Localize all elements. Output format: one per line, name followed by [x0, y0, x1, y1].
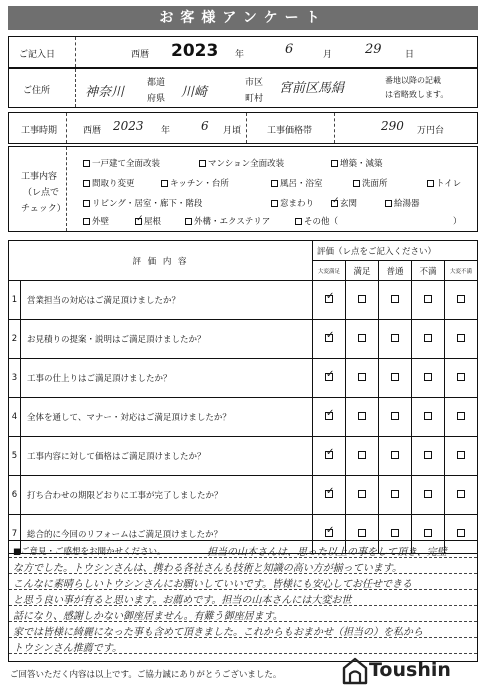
address-town: 宮前区馬絹	[279, 81, 345, 96]
rating-checkbox-checked[interactable]	[325, 529, 333, 537]
page-title: お客様アンケート	[8, 6, 478, 30]
address-row	[8, 68, 478, 108]
question-text: 工事内容に対して価格はご満足頂けましたか？	[21, 437, 313, 476]
rating-checkbox[interactable]	[358, 490, 366, 498]
col-dissatisfied: 不満	[412, 261, 445, 281]
work-type-checkbox[interactable]	[427, 180, 434, 187]
rating-cell	[445, 281, 478, 320]
work-type-option[interactable]: その他（	[295, 215, 338, 227]
address-city-suffix-2: 町村	[245, 94, 264, 104]
work-period-month: 6	[201, 119, 209, 133]
rating-cell	[445, 437, 478, 476]
rating-cell	[445, 359, 478, 398]
question-number: 1	[9, 281, 21, 320]
address-city-suffix-1: 市区	[245, 78, 264, 88]
rating-cell	[412, 437, 445, 476]
question-row	[9, 281, 478, 320]
rating-checkbox-checked[interactable]	[325, 373, 333, 381]
rating-checkbox-checked[interactable]	[325, 295, 333, 303]
question-row	[9, 398, 478, 437]
rating-checkbox-checked[interactable]	[325, 412, 333, 420]
address-note-2: は省略致します。	[385, 90, 449, 99]
rating-checkbox[interactable]	[457, 373, 465, 381]
work-type-checkbox[interactable]	[295, 218, 302, 225]
work-period-year: 2023	[113, 119, 144, 133]
comments-box	[8, 540, 478, 662]
rating-cell	[346, 320, 379, 359]
address-note-1: 番地以降の記載	[385, 76, 441, 85]
col-very-dissatisfied: 大変不満	[445, 261, 478, 281]
rating-checkbox-checked[interactable]	[325, 490, 333, 498]
rating-checkbox[interactable]	[391, 373, 399, 381]
col-very-satisfied: 大変満足	[313, 261, 346, 281]
rating-checkbox[interactable]	[424, 373, 432, 381]
work-type-option[interactable]: トイレ	[427, 177, 461, 189]
rating-cell	[346, 281, 379, 320]
work-type-checkbox-checked[interactable]	[331, 200, 338, 207]
question-row	[9, 437, 478, 476]
rating-cell	[412, 359, 445, 398]
work-type-option[interactable]: 窓まわり	[271, 197, 314, 209]
rating-cell	[412, 320, 445, 359]
work-type-option[interactable]: 洗面所	[353, 177, 388, 189]
address-prefecture: 神奈川	[85, 85, 125, 100]
work-type-checkbox[interactable]	[83, 218, 90, 225]
entry-date-year-unit: 年	[235, 50, 245, 60]
rating-cell	[412, 398, 445, 437]
rating-checkbox[interactable]	[457, 412, 465, 420]
price-unit: 万円台	[417, 126, 445, 136]
rating-checkbox[interactable]	[424, 412, 432, 420]
entry-date-day: 29	[365, 42, 382, 57]
rating-cell	[313, 320, 346, 359]
work-type-row	[8, 146, 478, 232]
question-row	[9, 476, 478, 515]
question-text: 全体を通して、マナー・対応はご満足頂けましたか？	[21, 398, 313, 437]
rating-checkbox[interactable]	[391, 451, 399, 459]
work-type-option[interactable]: 間取り変更	[83, 177, 135, 189]
rating-checkbox[interactable]	[391, 490, 399, 498]
rating-checkbox[interactable]	[358, 529, 366, 537]
price-label: 工事価格帯	[267, 126, 313, 136]
work-type-checkbox[interactable]	[83, 160, 90, 167]
question-row	[9, 359, 478, 398]
question-number: 4	[9, 398, 21, 437]
work-type-checkbox[interactable]	[271, 200, 278, 207]
rating-cell	[379, 476, 412, 515]
work-type-checkbox[interactable]	[271, 180, 278, 187]
comment-line: な方でした。トウシンさんは、携わる各社さんも技術と知識の高い方が揃っています。	[13, 563, 402, 574]
work-period-era: 西暦	[83, 126, 102, 136]
rating-cell	[445, 398, 478, 437]
rating-checkbox[interactable]	[457, 334, 465, 342]
rating-cell	[313, 281, 346, 320]
rating-cell	[445, 320, 478, 359]
rating-checkbox[interactable]	[424, 334, 432, 342]
rating-checkbox[interactable]	[391, 412, 399, 420]
rating-cell	[313, 476, 346, 515]
work-type-checkbox[interactable]	[353, 180, 360, 187]
question-text: 営業担当の対応はご満足頂けましたか？	[21, 281, 313, 320]
evaluation-table	[8, 240, 478, 554]
work-type-option[interactable]: 給湯器	[385, 197, 420, 209]
question-number: 6	[9, 476, 21, 515]
logo-text: Toushin	[369, 659, 451, 681]
entry-date-month: 6	[285, 42, 294, 57]
rating-checkbox[interactable]	[358, 451, 366, 459]
comment-line: と思う良い事が有ると思います。お薦めです。担当の山本さんには大変お世	[13, 595, 352, 606]
rating-checkbox[interactable]	[424, 451, 432, 459]
address-pref-suffix-1: 都道	[147, 78, 166, 88]
question-text: 工事の仕上りはご満足頂けましたか？	[21, 359, 313, 398]
rating-cell	[346, 437, 379, 476]
rating-checkbox[interactable]	[391, 295, 399, 303]
entry-date-month-unit: 月	[323, 50, 333, 60]
rating-cell	[346, 359, 379, 398]
work-type-option[interactable]: リビング・居室・廊下・階段	[83, 197, 202, 209]
rating-checkbox-checked[interactable]	[325, 334, 333, 342]
work-type-option[interactable]: 一戸建て全面改装	[83, 157, 160, 169]
comment-line: 担当の山本さんは、思った以上の事をして頂き、完璧	[207, 547, 447, 558]
col-normal: 普通	[379, 261, 412, 281]
work-type-option[interactable]: 風呂・浴室	[271, 177, 323, 189]
work-type-option[interactable]: 外壁	[83, 215, 109, 227]
work-type-checkbox[interactable]	[199, 160, 206, 167]
question-number: 2	[9, 320, 21, 359]
work-type-option[interactable]: マンション全面改装	[199, 157, 284, 169]
address-pref-suffix-2: 府県	[147, 94, 166, 104]
work-type-option[interactable]: キッチン・台所	[161, 177, 229, 189]
work-period-month-unit: 月頃	[223, 126, 242, 136]
work-type-label-1: 工事内容	[21, 172, 58, 182]
rating-cell	[379, 359, 412, 398]
price-value: 290	[381, 119, 404, 133]
question-text: お見積りの提案・説明はご満足頂けましたか？	[21, 320, 313, 359]
comments-label: ■ご意見・ご感想をお聞かせください。	[13, 547, 166, 557]
rating-checkbox[interactable]	[457, 490, 465, 498]
work-type-checkbox[interactable]	[385, 200, 392, 207]
rating-cell	[379, 281, 412, 320]
rating-checkbox[interactable]	[358, 373, 366, 381]
work-type-option[interactable]: 増築・減築	[331, 157, 383, 169]
work-type-checkbox[interactable]	[185, 218, 192, 225]
work-type-checkbox[interactable]	[83, 180, 90, 187]
work-type-checkbox[interactable]	[83, 200, 90, 207]
work-period-year-unit: 年	[161, 126, 171, 136]
comment-line: 家では皆様に綺麗になった事も含めて頂きました。これからもおまかせ（担当の）を私から	[13, 627, 423, 638]
work-type-option[interactable]: ✓ 屋根	[135, 215, 161, 227]
rating-checkbox[interactable]	[457, 529, 465, 537]
question-number: 7	[9, 515, 21, 554]
rating-checkbox[interactable]	[457, 451, 465, 459]
work-type-other-close: ）	[453, 217, 462, 227]
evaluation-header-right: 評価（レ点をご記入ください）	[313, 241, 478, 261]
work-type-option[interactable]: ✓ 玄関	[331, 197, 357, 209]
question-text: 打ち合わせの期限どおりに工事が完了しましたか？	[21, 476, 313, 515]
rating-cell	[346, 398, 379, 437]
rating-checkbox[interactable]	[358, 295, 366, 303]
question-text: 総合的に今回のリフォームはご満足頂けましたか？	[21, 515, 313, 554]
address-label: ご住所	[23, 86, 51, 96]
comment-line: トウシンさん推薦です。	[13, 643, 122, 654]
col-satisfied: 満足	[346, 261, 379, 281]
question-number: 5	[9, 437, 21, 476]
rating-cell	[412, 476, 445, 515]
toushin-logo	[342, 656, 480, 688]
rating-cell	[445, 476, 478, 515]
rating-checkbox[interactable]	[424, 295, 432, 303]
entry-date-year: 2023	[171, 41, 219, 61]
comment-line: 話になり、感謝しかない御座居ません。有難う御座居ます。	[13, 611, 283, 622]
work-type-label-2: （レ点で	[23, 188, 60, 198]
rating-checkbox-checked[interactable]	[325, 451, 333, 459]
comment-line: こんなに素晴らしいトウシンさんにお願いしていいです。皆様にも安心してお任せできる	[13, 579, 412, 590]
entry-date-label: ご記入日	[19, 50, 56, 60]
rating-cell	[379, 437, 412, 476]
rating-checkbox[interactable]	[391, 334, 399, 342]
rating-checkbox[interactable]	[424, 490, 432, 498]
entry-date-row	[8, 36, 478, 68]
footer-note: ご回答いただく内容は以上です。ご協力誠にありがとうございました。	[10, 670, 282, 680]
rating-checkbox[interactable]	[457, 295, 465, 303]
rating-checkbox[interactable]	[358, 334, 366, 342]
rating-cell	[313, 359, 346, 398]
question-row	[9, 320, 478, 359]
work-type-option[interactable]: 外構・エクステリア	[185, 215, 270, 227]
rating-cell	[346, 476, 379, 515]
rating-cell	[313, 398, 346, 437]
question-number: 3	[9, 359, 21, 398]
work-type-checkbox[interactable]	[331, 160, 338, 167]
entry-date-era: 西暦	[131, 50, 150, 60]
work-period-label: 工事時期	[21, 126, 58, 136]
evaluation-header-left: 評 価 内 容	[9, 241, 313, 281]
address-city: 川崎	[181, 85, 208, 100]
rating-cell	[379, 320, 412, 359]
work-type-checkbox-checked[interactable]	[135, 218, 142, 225]
house-logo-icon	[342, 657, 368, 685]
entry-date-day-unit: 日	[405, 50, 415, 60]
rating-cell	[313, 437, 346, 476]
work-type-label-3: チェック）	[21, 204, 66, 214]
rating-cell	[412, 281, 445, 320]
rating-cell	[379, 398, 412, 437]
rating-checkbox[interactable]	[391, 529, 399, 537]
work-period-row	[8, 112, 478, 144]
rating-checkbox[interactable]	[424, 529, 432, 537]
work-type-checkbox[interactable]	[161, 180, 168, 187]
rating-checkbox[interactable]	[358, 412, 366, 420]
